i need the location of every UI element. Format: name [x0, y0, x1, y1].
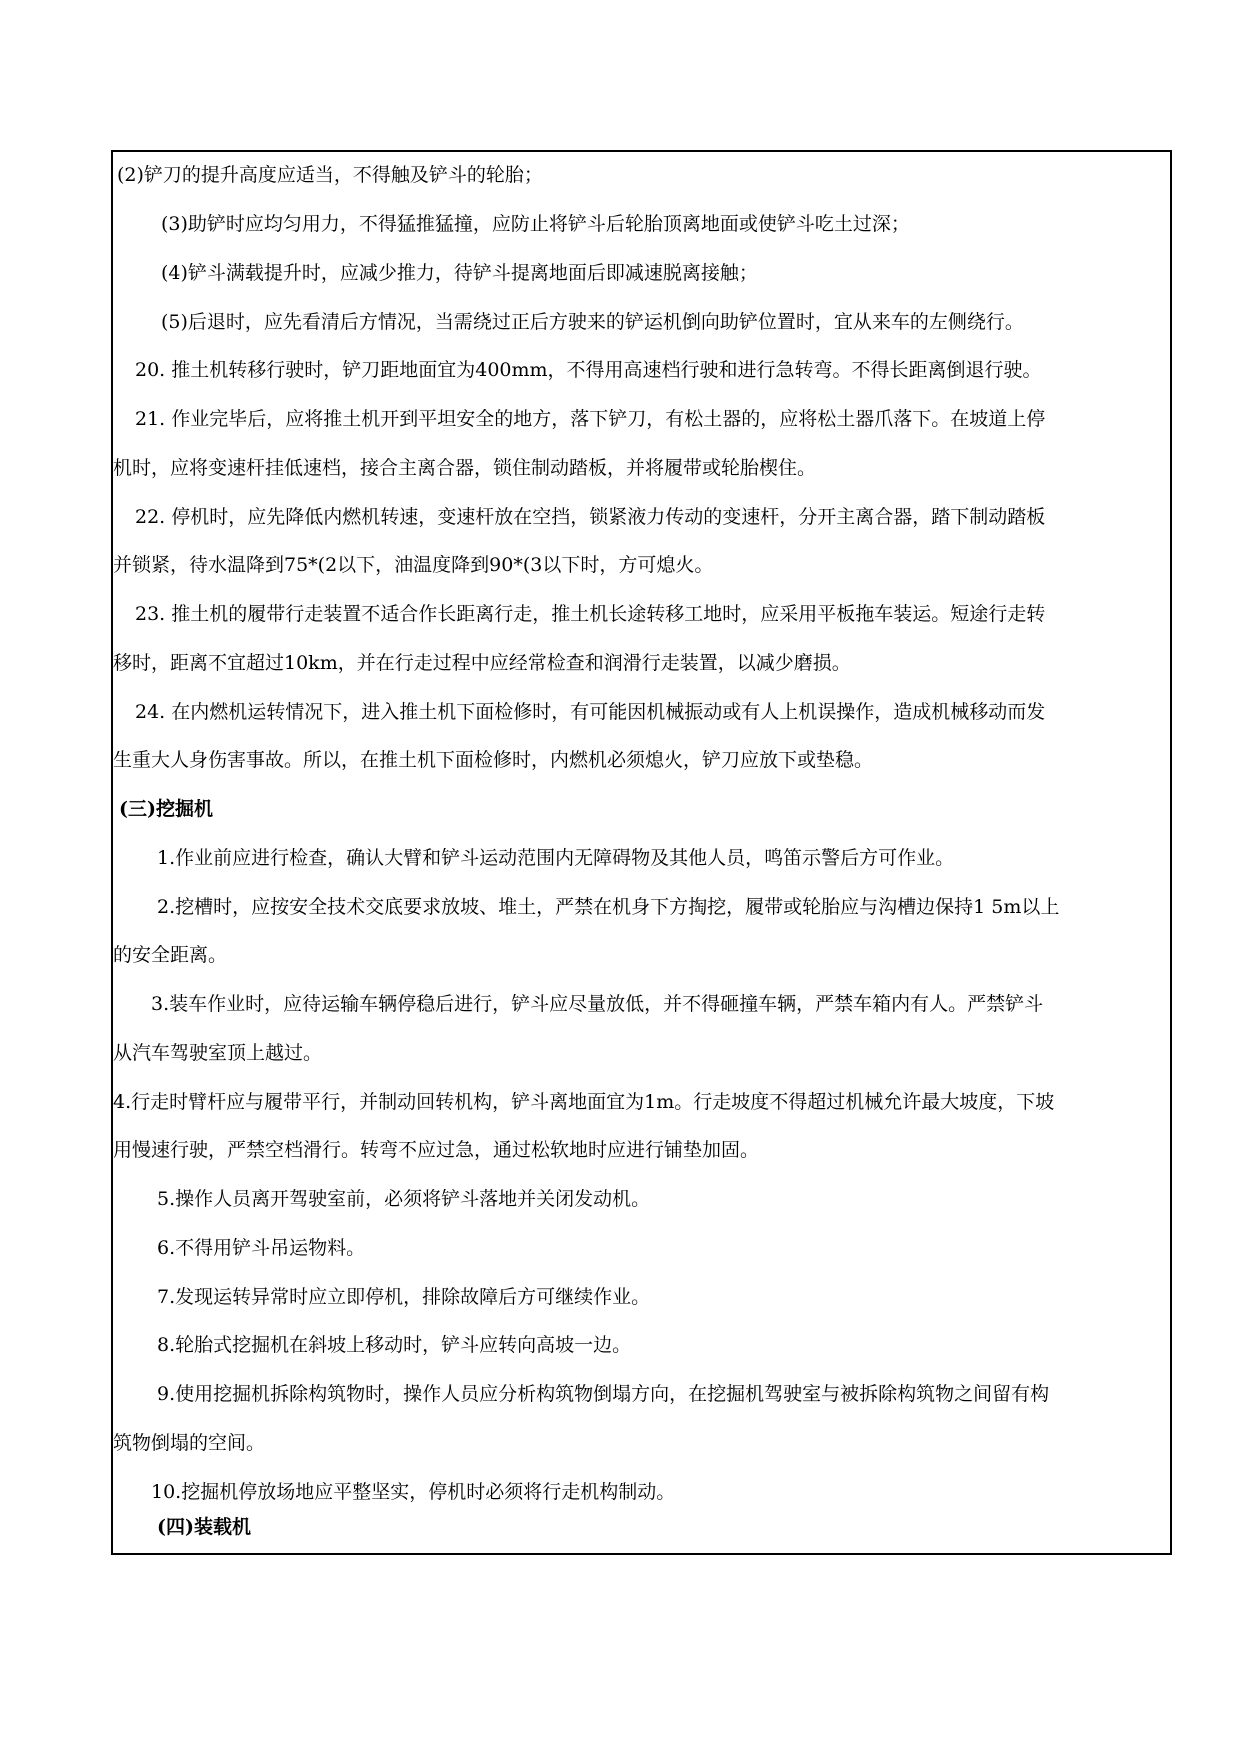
text-line: 24. 在内燃机运转情况下，进入推土机下面检修时，有可能因机械振动或有人上机误操作，造成机械移动而发	[135, 701, 1046, 723]
text-line: 生重大人身伤害事故。所以，在推土机下面检修时，内燃机必须熄火，铲刀应放下或垫稳。	[113, 749, 874, 771]
section-heading-excavator: (三)挖掘机	[119, 798, 213, 820]
section-heading-loader: (四)装载机	[157, 1516, 251, 1538]
text-line: (3)助铲时应均匀用力，不得猛推猛撞，应防止将铲斗后轮胎顶离地面或使铲斗吃土过深；	[161, 213, 910, 235]
text-line: (5)后退时，应先看清后方情况，当需绕过正后方驶来的铲运机倒向助铲位置时，宜从来车的左侧绕行。	[161, 311, 1024, 333]
text-line: 3.装车作业时，应待运输车辆停稳后进行，铲斗应尽量放低，并不得砸撞车辆，严禁车箱内有人。严禁铲斗	[151, 993, 1044, 1015]
text-line: 21. 作业完毕后，应将推土机开到平坦安全的地方，落下铲刀，有松土器的，应将松土器爪落下。在坡道上停	[135, 408, 1046, 430]
text-line: 4.行走时臂杆应与履带平行，并制动回转机构，铲斗离地面宜为1m。行走坡度不得超过机械允许最大坡度，下坡	[113, 1091, 1055, 1113]
text-line: 7.发现运转异常时应立即停机，排除故障后方可继续作业。	[157, 1286, 651, 1308]
text-line: 筑物倒塌的空间。	[113, 1432, 266, 1454]
document-frame	[111, 150, 1172, 1555]
text-line: 2.挖槽时，应按安全技术交底要求放坡、堆土，严禁在机身下方掏挖，履带或轮胎应与沟槽边保持1 5m以上	[157, 896, 1060, 918]
text-line: 移时，距离不宜超过10km，并在行走过程中应经常检查和润滑行走装置，以减少磨损。	[113, 652, 851, 674]
text-line: 并锁紧，待水温降到75*(2以下，油温度降到90*(3以下时，方可熄火。	[113, 554, 714, 576]
text-line: 23. 推土机的履带行走装置不适合作长距离行走，推土机长途转移工地时，应采用平板拖车装运。短途行走转	[135, 603, 1046, 625]
text-line: 用慢速行驶，严禁空档滑行。转弯不应过急，通过松软地时应进行铺垫加固。	[113, 1139, 760, 1161]
text-line: 的安全距离。	[113, 944, 228, 966]
text-line: 9.使用挖掘机拆除构筑物时，操作人员应分析构筑物倒塌方向，在挖掘机驾驶室与被拆除构筑物之间留有构	[157, 1383, 1050, 1405]
text-line: 1.作业前应进行检查，确认大臂和铲斗运动范围内无障碍物及其他人员，鸣笛示警后方可作业。	[157, 847, 955, 869]
text-line: 从汽车驾驶室顶上越过。	[113, 1042, 323, 1064]
text-line: 22. 停机时，应先降低内燃机转速，变速杆放在空挡，锁紧液力传动的变速杆，分开主离合器，踏下制动踏板	[135, 506, 1046, 528]
text-line: 6.不得用铲斗吊运物料。	[157, 1237, 366, 1259]
text-line: 机时，应将变速杆挂低速档，接合主离合器，锁住制动踏板，并将履带或轮胎楔住。	[113, 457, 817, 479]
text-line: 20. 推土机转移行驶时，铲刀距地面宜为400mm，不得用高速档行驶和进行急转弯。不得长距离倒退行驶。	[135, 359, 1042, 381]
text-line: (2)铲刀的提升高度应适当，不得触及铲斗的轮胎；	[117, 164, 543, 186]
text-line: (4)铲斗满载提升时，应减少推力，待铲斗提离地面后即减速脱离接触；	[161, 262, 758, 284]
text-line: 5.操作人员离开驾驶室前，必须将铲斗落地并关闭发动机。	[157, 1188, 651, 1210]
text-line: 10.挖掘机停放场地应平整坚实，停机时必须将行走机构制动。	[151, 1481, 676, 1503]
text-line: 8.轮胎式挖掘机在斜坡上移动时，铲斗应转向高坡一边。	[157, 1334, 632, 1356]
